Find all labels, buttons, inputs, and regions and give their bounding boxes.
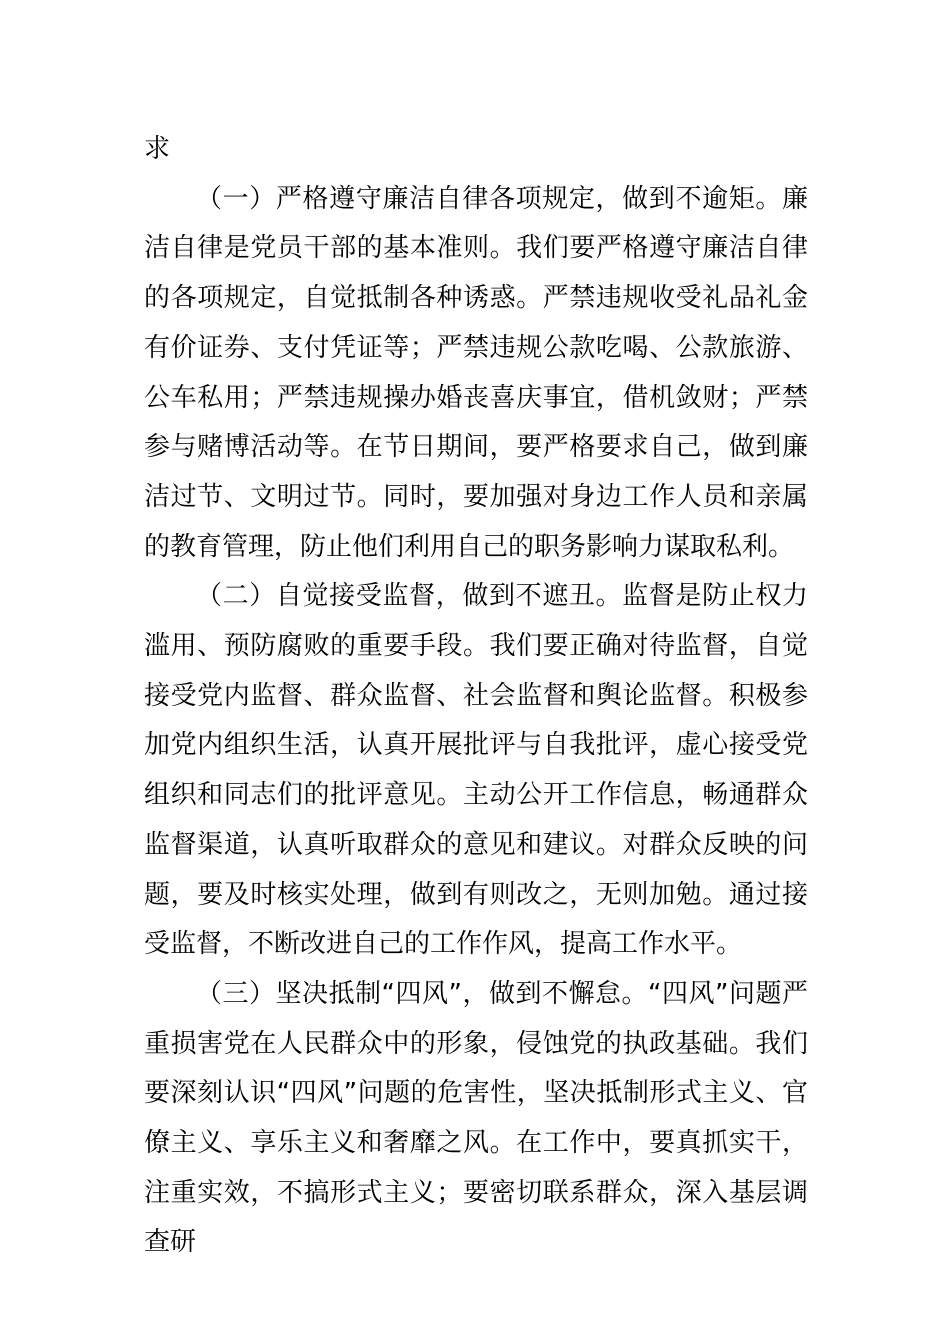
paragraph-resist-four-winds: （三）坚决抵制“四风”，做到不懈怠。“四风”问题严重损害党在人民群众中的形象，侵蚀党的执政基础。我们要深刻认识“四风”问题的危害性，坚决抵制形式主义、官僚主义、享乐主义和奢靡之风。在工作中，要真抓实干，注重实效，不搞形式主义；要密切联系群众，深入基层调查研 xyxy=(144,978,808,1258)
paragraph-accept-supervision: （二）自觉接受监督，做到不遮丑。监督是防止权力滥用、预防腐败的重要手段。我们要正确对待监督，自觉接受党内监督、群众监督、社会监督和舆论监督。积极参加党内组织生活，认真开展批评与自我批评，虚心接受党组织和同志们的批评意见。主动公开工作信息，畅通群众监督渠道，认真听取群众的意见和建议。对群众反映的问题，要及时核实处理，做到有则改之，无则加勉。通过接受监督，不断改进自己的工作作风，提高工作水平。 xyxy=(144,581,808,960)
document-body xyxy=(144,125,808,1268)
paragraph-integrity-rules: （一）严格遵守廉洁自律各项规定，做到不逾矩。廉洁自律是党员干部的基本准则。我们要严格遵守廉洁自律的各项规定，自觉抵制各种诱惑。严禁违规收受礼品礼金有价证券、支付凭证等；严禁违规公款吃喝、公款旅游、公车私用；严禁违规操办婚丧喜庆事宜，借机敛财；严禁参与赌博活动等。在节日期间，要严格要求自己，做到廉洁过节、文明过节。同时，要加强对身边工作人员和亲属的教育管理，防止他们利用自己的职务影响力谋取私利。 xyxy=(144,183,808,562)
paragraph-continuation: 求 xyxy=(144,134,171,164)
